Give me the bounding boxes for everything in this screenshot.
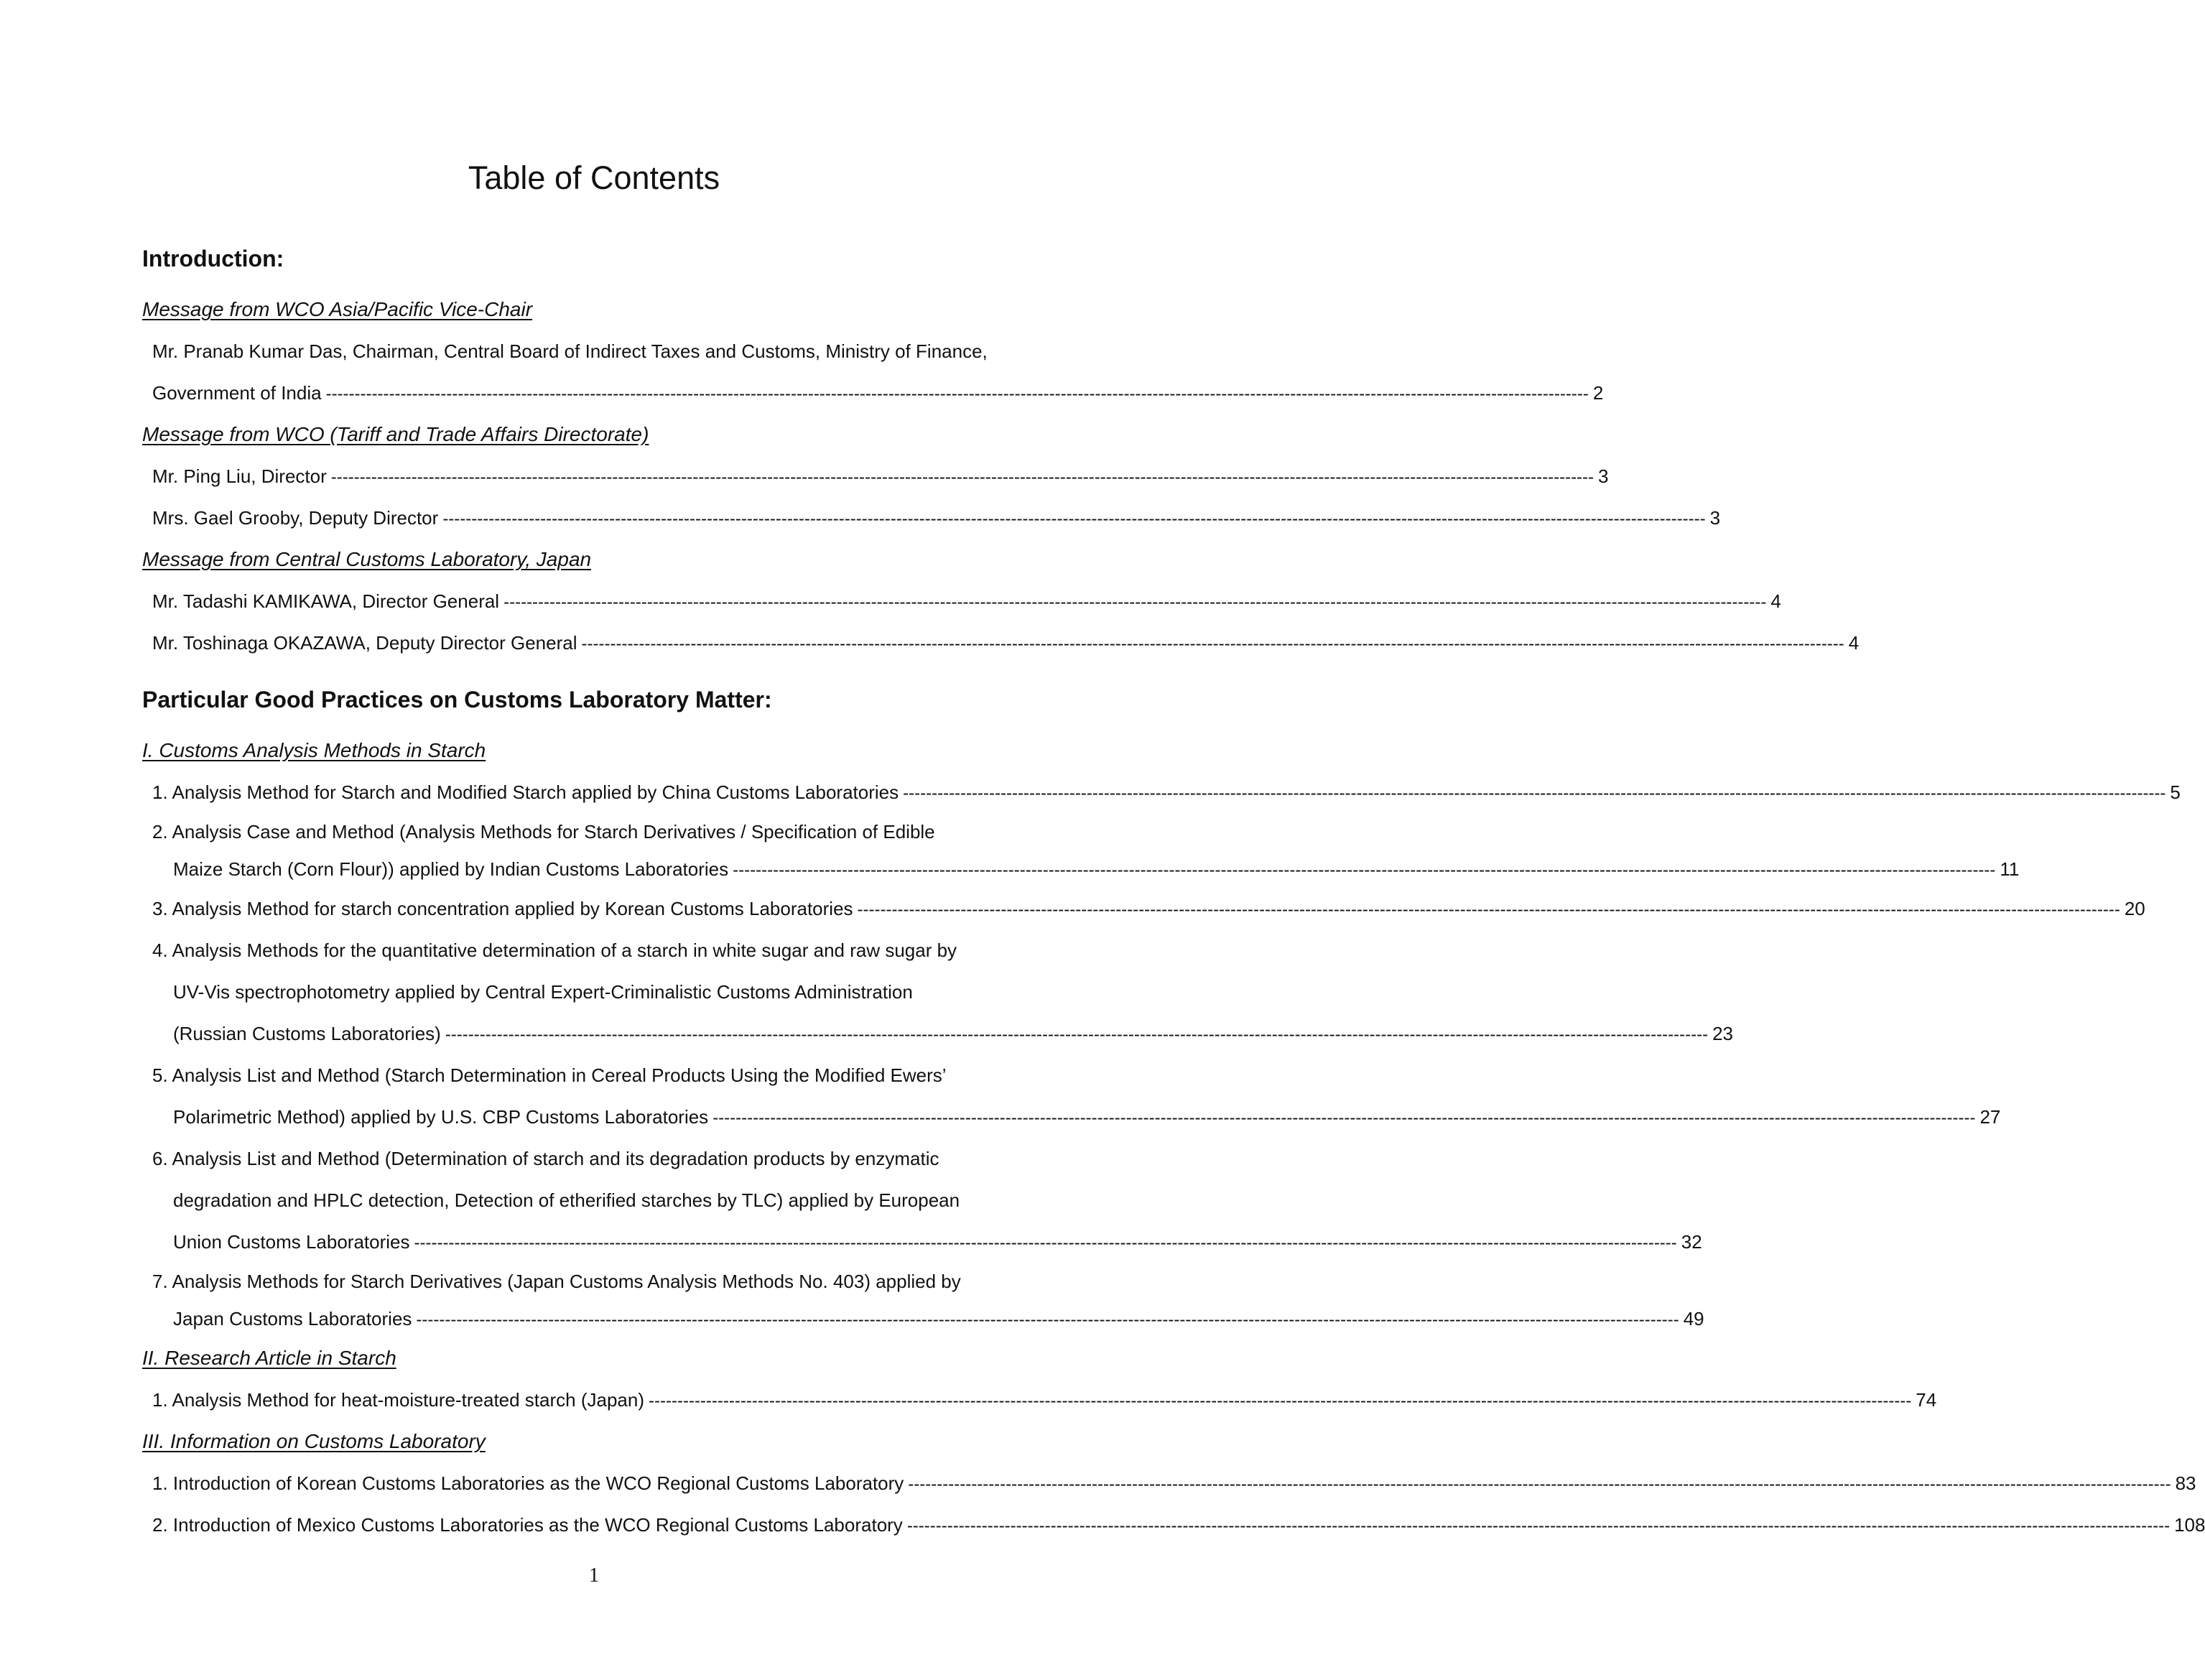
introduction-heading: Introduction: [142,246,284,272]
page-ref: 27 [1979,1106,2001,1128]
page-ref: 4 [1848,632,1860,654]
dot-leader: ---------------------------------------------------------------------------------------------------------------------------------------------------------------------------------------------------------------------------- [445,1025,1709,1044]
dot-leader: ---------------------------------------------------------------------------------------------------------------------------------------------------------------------------------------------------------------------------- [442,509,1706,529]
toc-entry-i-4-line1: 4. Analysis Methods for the quantitative determination of a starch in white sugar and raw sugar by [152,939,957,961]
toc-entry-i-6-line3[interactable]: Union Customs Laboratories ---------------------------------------------------------------------------------------------------------------------------------------------------------------------------------------------------------------------------- 32 [142,1221,1047,1263]
toc-entry-iii-1[interactable]: 1. Introduction of Korean Customs Laboratories as the WCO Regional Customs Laboratory ---------------------------------------------------------------------------------------------------------------------------------------------------------------------------------------------------------------------------- 83 [142,1462,1047,1504]
toc-entry-kamikawa[interactable]: Mr. Tadashi KAMIKAWA, Director General ---------------------------------------------------------------------------------------------------------------------------------------------------------------------------------------------------------------------------- 4 [142,580,1047,622]
page-ref: 5 [2170,781,2181,803]
toc-entry-i-7-line1: 7. Analysis Methods for Starch Derivatives (Japan Customs Analysis Methods No. 403) applied by [152,1271,961,1292]
dot-leader: ---------------------------------------------------------------------------------------------------------------------------------------------------------------------------------------------------------------------------- [857,900,2120,919]
page-title: Table of Contents [468,159,720,196]
page-ref: 20 [2124,898,2145,919]
dot-leader: ---------------------------------------------------------------------------------------------------------------------------------------------------------------------------------------------------------------------------- [581,634,1844,654]
page-ref: 23 [1712,1023,1734,1044]
toc-entry-ping-liu[interactable]: Mr. Ping Liu, Director ---------------------------------------------------------------------------------------------------------------------------------------------------------------------------------------------------------------------------- 3 [142,455,1047,497]
toc-entry-i-5-line1: 5. Analysis List and Method (Starch Determination in Cereal Products Using the Modified Ewers’ [152,1064,947,1086]
toc-entry-iii-2[interactable]: 2. Introduction of Mexico Customs Laboratories as the WCO Regional Customs Laboratory ---------------------------------------------------------------------------------------------------------------------------------------------------------------------------------------------------------------------------- 108 [142,1504,1047,1546]
page-ref: 11 [2000,858,2020,880]
toc-entry-i-7-line2[interactable]: Japan Customs Laboratories ---------------------------------------------------------------------------------------------------------------------------------------------------------------------------------------------------------------------------- 49 [142,1300,1047,1337]
toc-entry-okazawa[interactable]: Mr. Toshinaga OKAZAWA, Deputy Director General ---------------------------------------------------------------------------------------------------------------------------------------------------------------------------------------------------------------------------- 4 [142,622,1047,664]
subheading-ccl-japan: Message from Central Customs Laboratory, Japan [142,548,592,570]
toc-body [142,244,2205,1546]
section-i-heading: I. Customs Analysis Methods in Starch [142,739,486,761]
dot-leader: ---------------------------------------------------------------------------------------------------------------------------------------------------------------------------------------------------------------------------- [903,784,2166,803]
page-ref: 74 [1916,1389,1937,1411]
dot-leader: ---------------------------------------------------------------------------------------------------------------------------------------------------------------------------------------------------------------------------- [908,1475,2171,1494]
page-ref: 3 [1598,465,1609,487]
toc-entry-ii-1[interactable]: 1. Analysis Method for heat-moisture-treated starch (Japan) ---------------------------------------------------------------------------------------------------------------------------------------------------------------------------------------------------------------------------- 74 [142,1379,1047,1421]
subheading-vice-chair: Message from WCO Asia/Pacific Vice-Chair [142,298,533,320]
page-ref: 49 [1683,1308,1704,1329]
page-ref: 32 [1681,1231,1702,1253]
page-ref: 108 [2174,1514,2205,1536]
page-ref: 83 [2175,1472,2196,1494]
toc-entry-i-6-line1: 6. Analysis List and Method (Determination of starch and its degradation products by enzymatic [152,1148,939,1169]
toc-entry-das-line2[interactable]: Government of India ---------------------------------------------------------------------------------------------------------------------------------------------------------------------------------------------------------------------------- 2 [142,372,1047,414]
dot-leader: ---------------------------------------------------------------------------------------------------------------------------------------------------------------------------------------------------------------------------- [649,1391,1912,1411]
page-number: 1 [589,1564,599,1587]
dot-leader: ---------------------------------------------------------------------------------------------------------------------------------------------------------------------------------------------------------------------------- [414,1233,1677,1253]
subheading-wco-directorate: Message from WCO (Tariff and Trade Affairs Directorate) [142,423,649,445]
toc-entry-i-6-line2: degradation and HPLC detection, Detection of etherified starches by TLC) applied by European [173,1189,960,1211]
toc-entry-i-2-line2[interactable]: Maize Starch (Corn Flour)) applied by Indian Customs Laboratories ---------------------------------------------------------------------------------------------------------------------------------------------------------------------------------------------------------------------------- 11 [142,850,1047,888]
dot-leader: ---------------------------------------------------------------------------------------------------------------------------------------------------------------------------------------------------------------------------- [733,860,1996,880]
dot-leader: ---------------------------------------------------------------------------------------------------------------------------------------------------------------------------------------------------------------------------- [906,1516,2171,1536]
dot-leader: ---------------------------------------------------------------------------------------------------------------------------------------------------------------------------------------------------------------------------- [712,1108,1976,1128]
page-ref: 2 [1592,382,1604,404]
dot-leader: ---------------------------------------------------------------------------------------------------------------------------------------------------------------------------------------------------------------------------- [503,593,1767,612]
page-ref: 4 [1770,590,1781,612]
practices-heading: Particular Good Practices on Customs Laboratory Matter: [142,687,772,713]
toc-entry-i-5-line2[interactable]: Polarimetric Method) applied by U.S. CBP Customs Laboratories ---------------------------------------------------------------------------------------------------------------------------------------------------------------------------------------------------------------------------- 27 [142,1096,1047,1138]
toc-entry-gael-grooby[interactable]: Mrs. Gael Grooby, Deputy Director ---------------------------------------------------------------------------------------------------------------------------------------------------------------------------------------------------------------------------- 3 [142,497,1047,539]
page-ref: 3 [1709,507,1721,529]
toc-entry-i-1[interactable]: 1. Analysis Method for Starch and Modified Starch applied by China Customs Laboratories ---------------------------------------------------------------------------------------------------------------------------------------------------------------------------------------------------------------------------- 5 [142,771,1047,813]
toc-entry-i-2-line1: 2. Analysis Case and Method (Analysis Methods for Starch Derivatives / Specification of Edible [152,821,935,843]
dot-leader: ---------------------------------------------------------------------------------------------------------------------------------------------------------------------------------------------------------------------------- [325,384,1589,404]
toc-entry-i-4-line2: UV-Vis spectrophotometry applied by Central Expert-Criminalistic Customs Administration [173,981,913,1003]
toc-entry-das-line1: Mr. Pranab Kumar Das, Chairman, Central Board of Indirect Taxes and Customs, Ministry of Finance, [152,340,988,362]
toc-entry-i-4-line3[interactable]: (Russian Customs Laboratories) ---------------------------------------------------------------------------------------------------------------------------------------------------------------------------------------------------------------------------- 23 [142,1013,1047,1054]
section-iii-heading: III. Information on Customs Laboratory [142,1430,486,1452]
dot-leader: ---------------------------------------------------------------------------------------------------------------------------------------------------------------------------------------------------------------------------- [330,468,1594,487]
toc-entry-i-3[interactable]: 3. Analysis Method for starch concentration applied by Korean Customs Laboratories ---------------------------------------------------------------------------------------------------------------------------------------------------------------------------------------------------------------------------- 20 [142,888,1047,929]
dot-leader: ---------------------------------------------------------------------------------------------------------------------------------------------------------------------------------------------------------------------------- [416,1310,1679,1329]
section-ii-heading: II. Research Article in Starch [142,1347,396,1369]
